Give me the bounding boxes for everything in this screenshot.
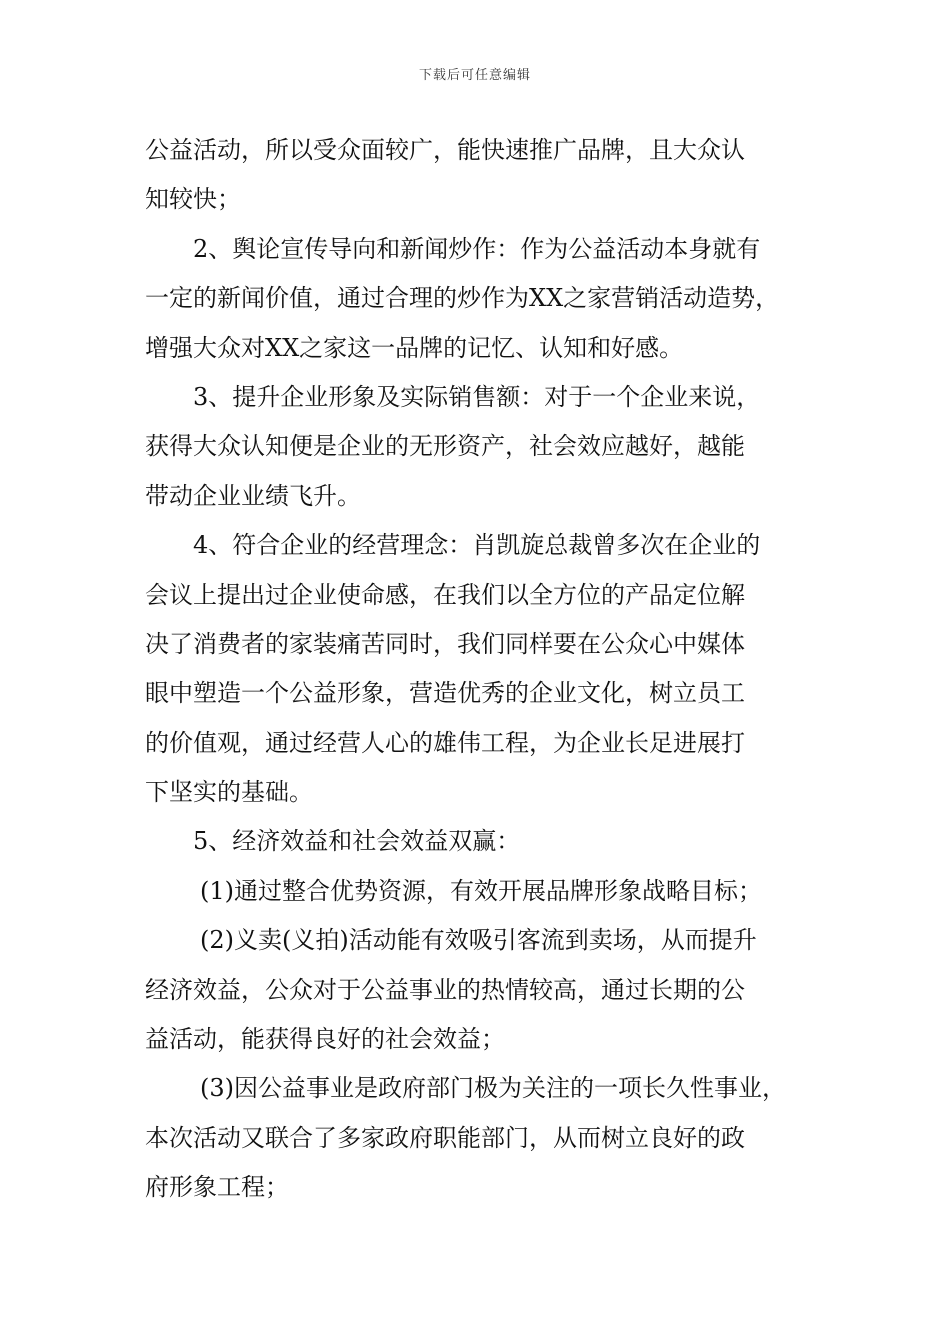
text-line: 知较快； <box>145 185 241 214</box>
text-line: 益活动，能获得良好的社会效益； <box>145 1025 505 1054</box>
text-line: 5、经济效益和社会效益双赢： <box>193 827 521 856</box>
text-line: 眼中塑造一个公益形象，营造优秀的企业文化，树立员工 <box>145 679 745 708</box>
document-body <box>145 126 810 1213</box>
text-line: 下坚实的基础。 <box>145 778 313 807</box>
text-line: 会议上提出过企业使命感，在我们以全方位的产品定位解 <box>145 580 745 609</box>
text-line: 经济效益，公众对于公益事业的热情较高，通过长期的公 <box>145 975 745 1004</box>
text-line: 增强大众对XX之家这一品牌的记忆、认知和好感。 <box>145 333 684 362</box>
page-header: 下载后可任意编辑 <box>418 68 531 83</box>
text-line: 一定的新闻价值，通过合理的炒作为XX之家营销活动造势， <box>145 284 780 313</box>
text-line: 2、舆论宣传导向和新闻炒作：作为公益活动本身就有 <box>193 234 761 263</box>
text-line: (2)义卖(义拍)活动能有效吸引客流到卖场，从而提升 <box>200 926 757 955</box>
text-line: 府形象工程； <box>145 1173 289 1202</box>
text-line: (3)因公益事业是政府部门极为关注的一项长久性事业， <box>200 1074 786 1103</box>
text-line: 3、提升企业形象及实际销售额：对于一个企业来说， <box>193 382 761 411</box>
text-line: 获得大众认知便是企业的无形资产，社会效应越好，越能 <box>145 432 745 461</box>
text-line: 公益活动，所以受众面较广，能快速推广品牌，且大众认 <box>145 136 745 164</box>
text-line: 本次活动又联合了多家政府职能部门，从而树立良好的政 <box>145 1123 745 1152</box>
text-line: 带动企业业绩飞升。 <box>145 481 361 510</box>
text-line: 4、符合企业的经营理念：肖凯旋总裁曾多次在企业的 <box>193 531 761 560</box>
text-line: (1)通过整合优势资源，有效开展品牌形象战略目标； <box>200 876 762 905</box>
text-line: 决了消费者的家装痛苦同时，我们同样要在公众心中媒体 <box>145 629 745 658</box>
text-line: 的价值观，通过经营人心的雄伟工程，为企业长足进展打 <box>145 728 745 757</box>
